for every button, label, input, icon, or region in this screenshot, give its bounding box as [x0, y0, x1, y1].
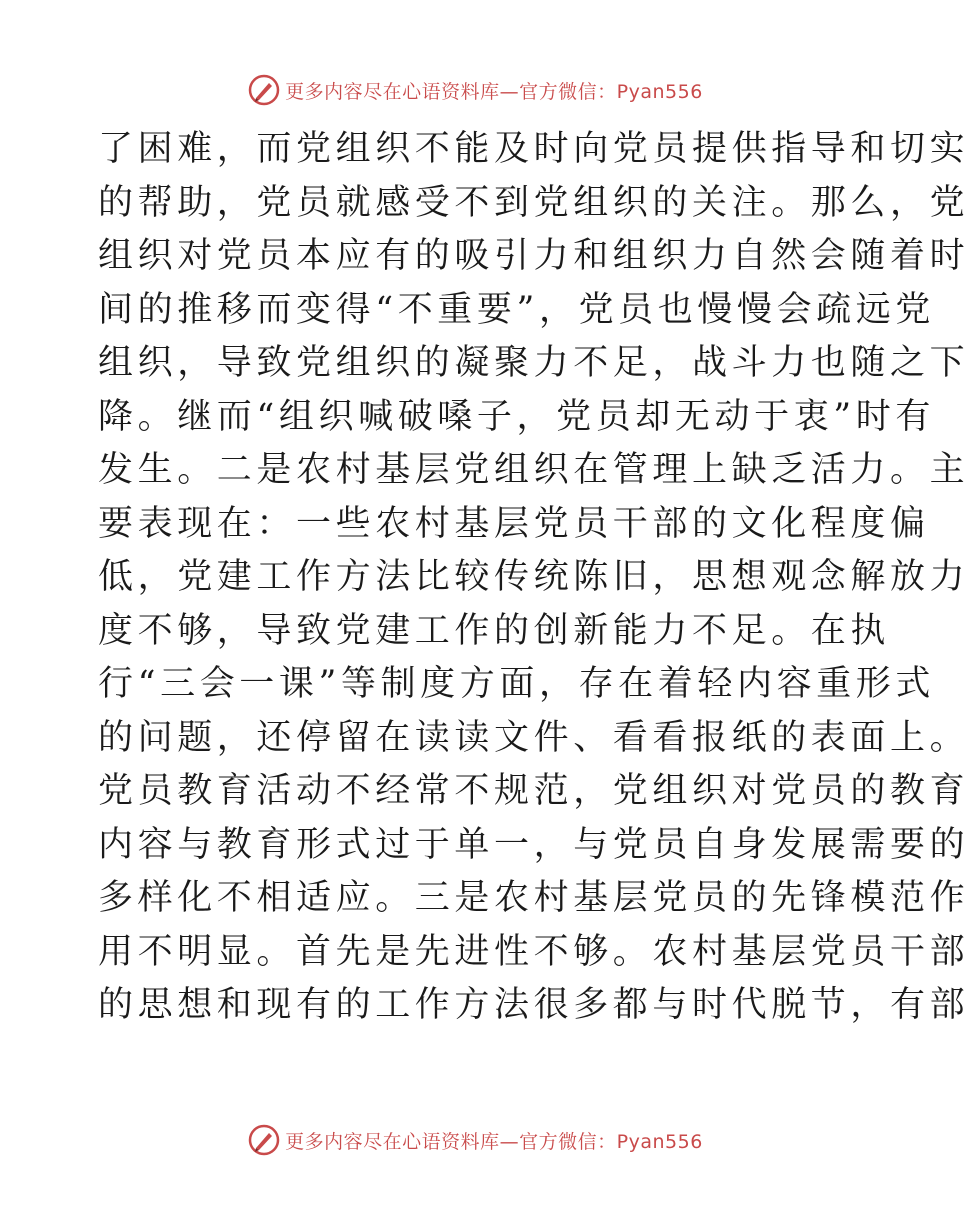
- header-banner: [0, 70, 950, 110]
- footer-banner: [0, 1120, 950, 1160]
- body-line: 了困难，而党组织不能及时向党员提供指导和切实: [98, 129, 969, 169]
- pen-logo-icon: [247, 73, 281, 107]
- body-line: 的问题，还停留在读读文件、看看报纸的表面上。: [98, 717, 969, 758]
- body-line: 党员教育活动不经常不规范，党组织对党员的教育: [98, 771, 969, 811]
- body-line: 度不够，导致党建工作的创新能力不足。在执: [98, 610, 891, 651]
- footer-banner-text: 更多内容尽在心语资料库—官方微信：Pyan556: [285, 1130, 703, 1153]
- body-line: 要表现在：一些农村基层党员干部的文化程度偏: [98, 503, 930, 544]
- body-line: 的帮助，党员就感受不到党组织的关注。那么，党: [98, 182, 969, 223]
- pen-logo-icon: [247, 1123, 281, 1157]
- body-line: 用不明显。首先是先进性不够。农村基层党员干部: [98, 931, 969, 972]
- body-line: 降。继而“组织喊破嗓子，党员却无动于衷”时有: [98, 396, 935, 437]
- body-line: 的思想和现有的工作方法很多都与时代脱节，有部: [98, 985, 969, 1025]
- body-line: 组织，导致党组织的凝聚力不足，战斗力也随之下: [98, 343, 969, 383]
- document-body: [98, 123, 969, 1033]
- body-line: 低，党建工作方法比较传统陈旧，思想观念解放力: [98, 557, 969, 597]
- body-line: 内容与教育形式过于单一，与党员自身发展需要的: [98, 824, 969, 865]
- header-banner-text: 更多内容尽在心语资料库—官方微信：Pyan556: [285, 80, 703, 103]
- body-line: 多样化不相适应。三是农村基层党员的先锋模范作: [98, 878, 969, 918]
- body-line: 间的推移而变得“不重要”，党员也慢慢会疏远党: [98, 289, 935, 330]
- body-line: 行“三会一课”等制度方面，存在着轻内容重形式: [98, 664, 935, 704]
- body-line: 组织对党员本应有的吸引力和组织力自然会随着时: [98, 236, 969, 276]
- body-line: 发生。二是农村基层党组织在管理上缺乏活力。主: [98, 450, 969, 490]
